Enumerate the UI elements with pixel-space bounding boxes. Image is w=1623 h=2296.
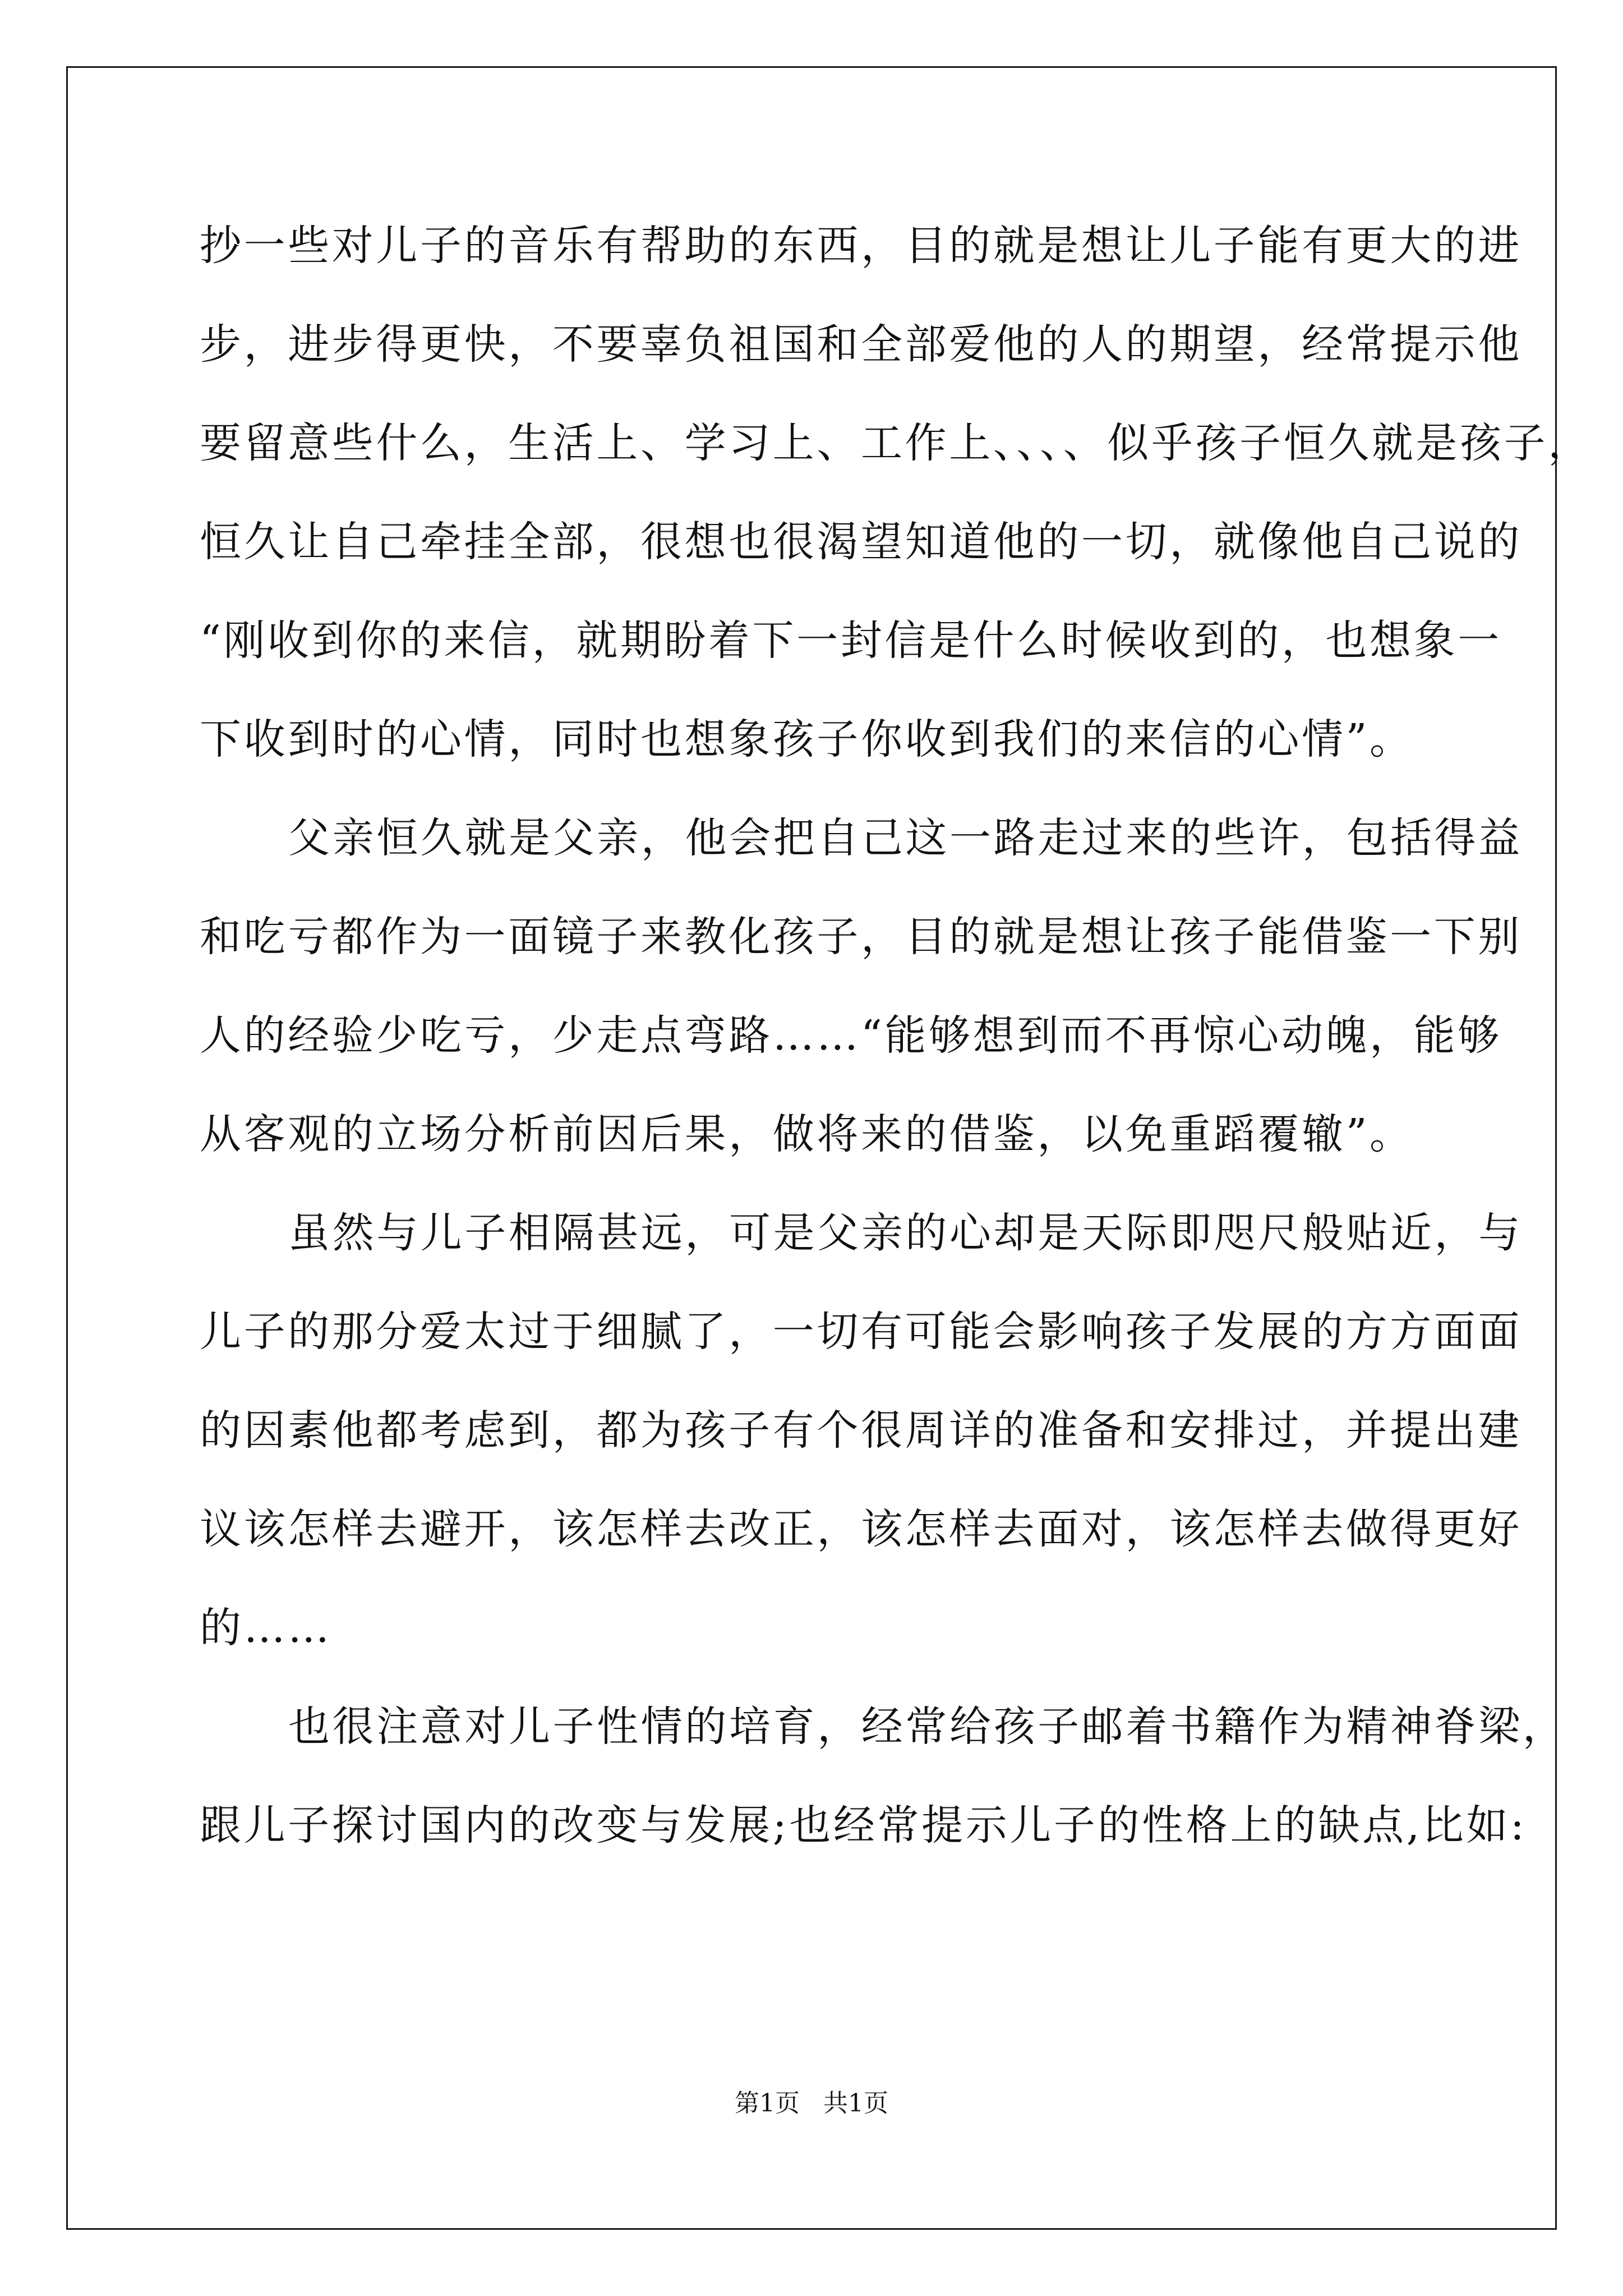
paragraph-start-line-7: 父亲恒久就是父亲，他会把自己这一路走过来的些许，包括得益	[288, 814, 1523, 862]
text-line-12: 儿子的那分爱太过于细腻了，一切有可能会影响孩子发展的方方面面	[200, 1308, 1522, 1356]
text-line-3: 要留意些什么，生活上、学习上、工作上、、、、似乎孩子恒久就是孩子，	[200, 419, 1592, 467]
text-line-4: 恒久让自己牵挂全部，很想也很渴望知道他的一切，就像他自己说的	[200, 518, 1522, 566]
paragraph-start-line-16: 也很注意对儿子性情的培育，经常给孩子邮着书籍作为精神脊梁，	[288, 1703, 1567, 1751]
text-line-13: 的因素他都考虑到，都为孩子有个很周详的准备和安排过，并提出建	[200, 1406, 1522, 1455]
document-body	[200, 196, 1592, 1875]
text-line-17: 跟儿子探讨国内的改变与发展;也经常提示儿子的性格上的缺点,比如:	[200, 1801, 1527, 1849]
text-line-6: 下收到时的心情，同时也想象孩子你收到我们的来信的心情”。	[200, 715, 1414, 763]
text-line-2: 步，进步得更快，不要辜负祖国和全部爱他的人的期望，经常提示他	[200, 320, 1522, 369]
page-number-footer: 第1页 共1页	[735, 2089, 888, 2118]
paragraph-start-line-11: 虽然与儿子相隔甚远，可是父亲的心却是天际即咫尺般贴近，与	[288, 1209, 1523, 1257]
text-line-1: 抄一些对儿子的音乐有帮助的东西，目的就是想让儿子能有更大的进	[200, 222, 1522, 270]
text-line-15: 的……	[200, 1604, 332, 1652]
text-line-9: 人的经验少吃亏，少走点弯路……“能够想到而不再惊心动魄，能够	[200, 1011, 1502, 1060]
text-line-5: “刚收到你的来信，就期盼着下一封信是什么时候收到的，也想象一	[200, 616, 1502, 665]
text-line-10: 从客观的立场分析前因后果，做将来的借鉴，以免重蹈覆辙”。	[200, 1110, 1414, 1158]
text-line-14: 议该怎样去避开，该怎样去改正，该怎样去面对，该怎样去做得更好	[200, 1505, 1522, 1553]
text-line-8: 和吃亏都作为一面镜子来教化孩子，目的就是想让孩子能借鉴一下别	[200, 913, 1522, 961]
